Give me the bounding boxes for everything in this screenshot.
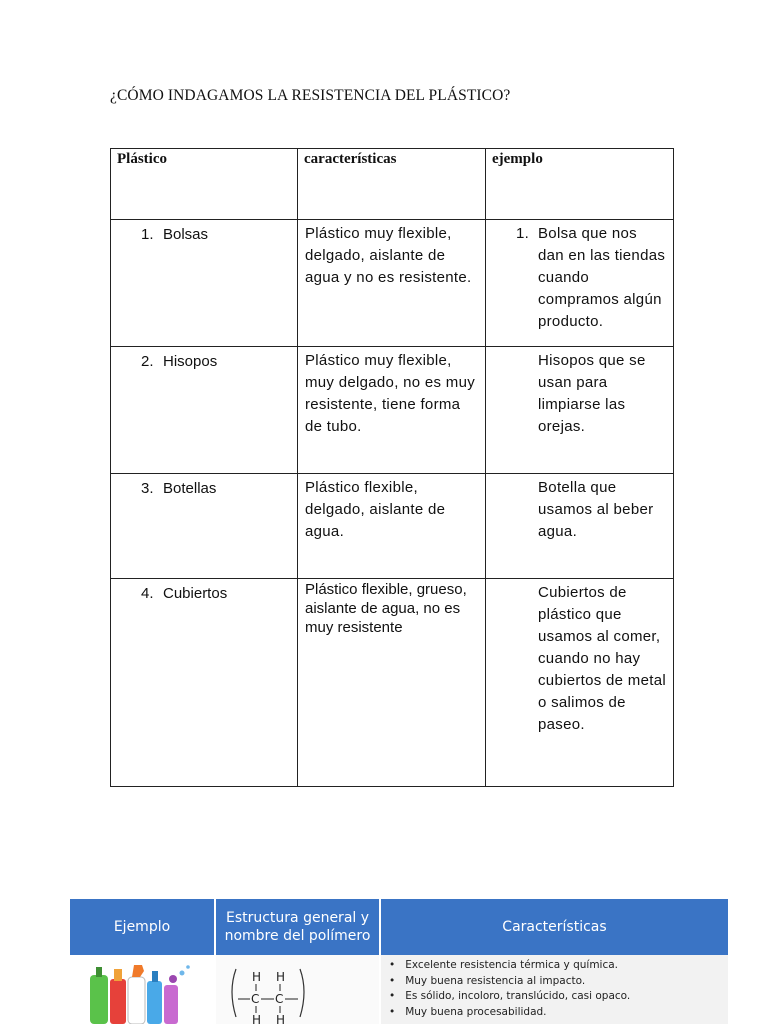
list-item: • Excelente resistencia térmica y química. bbox=[389, 958, 728, 974]
polymer-structure-cell bbox=[216, 955, 381, 1024]
reference-characteristics-cell bbox=[381, 955, 728, 1024]
example-text: Bolsa que nos dan en las tiendas cuando compramos algún producto. bbox=[538, 225, 666, 330]
hydrogen-label: H bbox=[276, 970, 286, 984]
hydrogen-label: H bbox=[276, 1013, 286, 1024]
polymer-reference-image bbox=[70, 899, 728, 1024]
reference-header-estructura: Estructura general y nombre del polímero bbox=[216, 899, 381, 955]
plastic-name-cell bbox=[111, 474, 298, 579]
plastic-name-cell bbox=[111, 220, 298, 347]
example-cell bbox=[486, 220, 674, 347]
example-text: Cubiertos de plástico que usamos al comer, cuando no hay cubiertos de metal o salimos de paseo. bbox=[538, 584, 666, 733]
item-number: 4. bbox=[141, 585, 154, 602]
characteristics-cell bbox=[298, 347, 486, 474]
polymer-structure-icon bbox=[228, 961, 308, 1024]
list-item: • Muy buena resistencia al impacto. bbox=[389, 974, 728, 990]
example-text: Hisopos que se usan para limpiarse las orejas. bbox=[538, 352, 646, 435]
example-cell bbox=[486, 347, 674, 474]
header-caracteristicas: características bbox=[298, 149, 486, 220]
hydrogen-label: H bbox=[252, 1013, 262, 1024]
reference-header-ejemplo: Ejemplo bbox=[70, 899, 216, 955]
document-title: ¿CÓMO INDAGAMOS LA RESISTENCIA DEL PLÁSTICO? bbox=[110, 87, 511, 104]
plastic-name: Botellas bbox=[163, 480, 217, 497]
characteristics-text: Plástico flexible, grueso, aislante de agua, no es muy resistente bbox=[305, 581, 467, 636]
plastic-name: Hisopos bbox=[163, 353, 218, 370]
example-text: Botella que usamos al beber agua. bbox=[538, 479, 654, 540]
table-row bbox=[111, 347, 674, 474]
reference-header-caracteristicas: Características bbox=[502, 919, 607, 935]
characteristics-cell bbox=[298, 474, 486, 579]
characteristics-text: Plástico muy flexible, muy delgado, no es muy resistente, tiene forma de tubo. bbox=[305, 352, 476, 435]
table-header-row bbox=[111, 149, 674, 220]
item-number: 2. bbox=[141, 353, 154, 370]
table-row bbox=[111, 579, 674, 787]
carbon-label: C bbox=[275, 992, 284, 1006]
characteristics-cell bbox=[298, 220, 486, 347]
reference-body-row bbox=[70, 955, 728, 1024]
characteristics-text: Plástico muy flexible, delgado, aislante de agua y no es resistente. bbox=[305, 225, 472, 286]
item-number: 3. bbox=[141, 480, 154, 497]
cleaning-bottles-illustration bbox=[70, 955, 216, 1024]
plastic-name-cell bbox=[111, 347, 298, 474]
item-number: 1. bbox=[141, 226, 154, 243]
header-plastico: Plástico bbox=[111, 149, 298, 220]
table-row bbox=[111, 474, 674, 579]
list-item: • Muy buena procesabilidad. bbox=[389, 1005, 728, 1021]
carbon-label: C bbox=[251, 992, 260, 1006]
table-row bbox=[111, 220, 674, 347]
example-cell bbox=[486, 474, 674, 579]
plastics-table bbox=[110, 148, 674, 787]
header-ejemplo: ejemplo bbox=[486, 149, 674, 220]
plastic-name: Bolsas bbox=[163, 226, 209, 243]
bottles-icon bbox=[70, 955, 214, 1024]
characteristics-text: Plástico flexible, delgado, aislante de agua. bbox=[305, 479, 446, 540]
characteristics-cell bbox=[298, 579, 486, 787]
example-number: 1. bbox=[516, 225, 530, 242]
hydrogen-label: H bbox=[252, 970, 262, 984]
list-item: • Es sólido, incoloro, translúcido, casi opaco. bbox=[389, 989, 728, 1005]
example-cell bbox=[486, 579, 674, 787]
plastic-name-cell bbox=[111, 579, 298, 787]
reference-header-row bbox=[70, 899, 728, 955]
characteristics-list bbox=[381, 955, 728, 1020]
plastic-name: Cubiertos bbox=[163, 585, 228, 602]
